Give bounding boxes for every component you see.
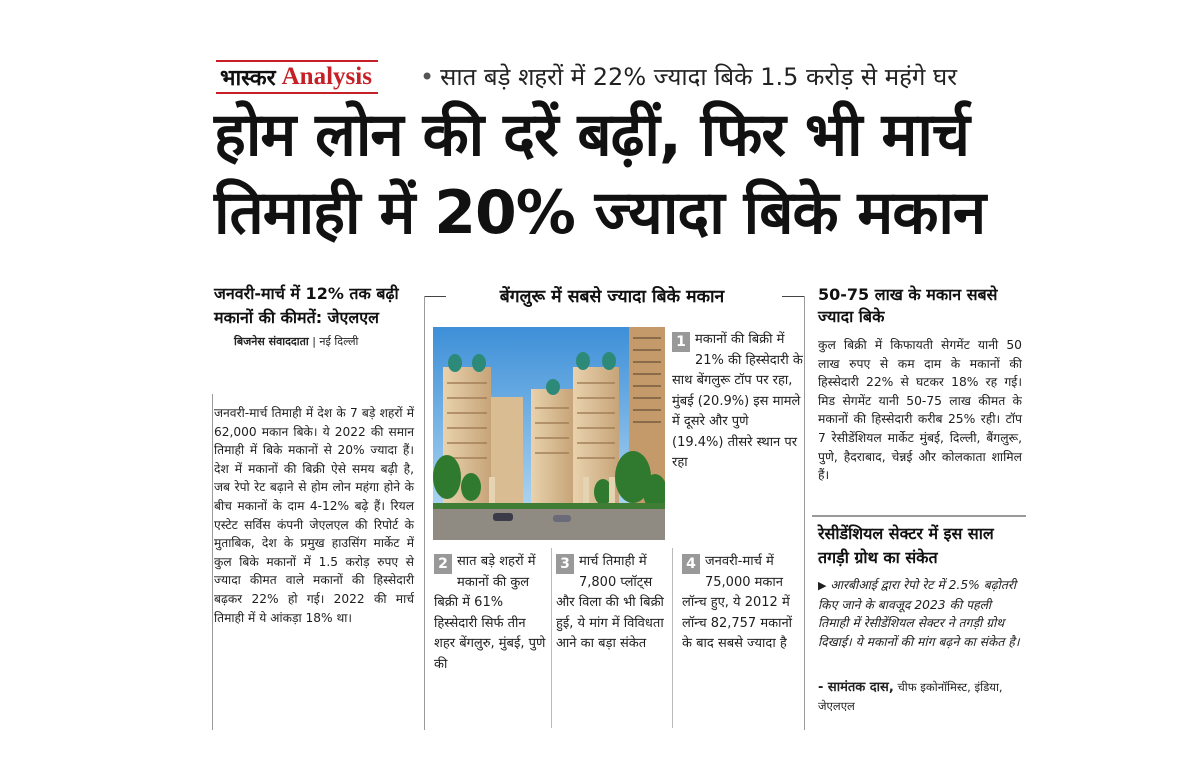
point-1 (672, 330, 804, 474)
point-4 (682, 552, 798, 655)
right-body: कुल बिक्री में किफायती सेगमेंट यानी 50 लाख रुपए से कम दाम के मकानों की हिस्सेदारी 22% से घटकर 18% रह गई। मिड सेगमेंट यानी 50-75 लाख कीमत के मकानों की हिस्सेदारी करीब 25% रही। टॉप 7 रेसीडेंशियल मार्केट मुंबई, दिल्ली, बैंगलुरू, पुणे, हैदराबाद, चेन्नई और कोलकाता शामिल हैं। (818, 338, 1022, 483)
points-divider-2 (672, 548, 673, 728)
headline (214, 96, 1030, 252)
point-number-3: 3 (556, 554, 574, 574)
left-body: जनवरी-मार्च तिमाही में देश के 7 बड़े शहरों में 62,000 मकान बिके। ये 2022 की समान तिमाही में बिके मकानों से 20% ज्यादा हैं। देश में मकानों की बिक्री ऐसे समय बढ़ी है, जब रेपो रेट बढ़ाने से होम लोन महंगा होने के बीच मकानों के दाम 4-12% बढ़े हैं। रियल एस्टेट सर्विस कंपनी जेएलएल की रिपोर्ट के मुताबिक, देश के प्रमुख हाउसिंग मार्केट में कुल बिके मकानों में 1.5 करोड़ रुपए से ज्यादा कीमत वाले मकानों की हिस्सेदारी बढ़कर 22% हो गई। 2022 की मार्च तिमाही में ये आंकड़ा 18% था। (214, 406, 414, 625)
kicker-text: सात बड़े शहरों में 22% ज्यादा बिके 1.5 करोड़ से महंगे घर (440, 63, 958, 91)
right-divider (812, 515, 1026, 517)
point-text-3: मार्च तिमाही में 7,800 प्लॉट्स और विला की भी बिक्री हुई, ये मांग में विविधता आने का बड़ा संकेत (556, 554, 664, 651)
points-divider-1 (551, 548, 552, 728)
middle-border-left (424, 296, 425, 730)
byline-reporter: बिजनेस संवाददाता (234, 335, 309, 348)
quote-attribution (818, 678, 1022, 715)
expert-quote (818, 576, 1022, 651)
building-illustration (433, 327, 665, 540)
quote-mark-icon: ▶ (818, 579, 827, 592)
point-text-2: सात बड़े शहरों में मकानों की कुल बिक्री में 61% हिस्सेदारी सिर्फ तीन शहर बेंगलुरु, मुंबई, पुणे की (434, 554, 546, 672)
brand-bhaskar: भास्कर (220, 66, 276, 91)
headline-line-1: होम लोन की दरें बढ़ीं, फिर भी मार्च (214, 100, 969, 170)
headline-line-2: तिमाही में 20% ज्यादा बिके मकान (214, 178, 986, 248)
left-column-header (214, 282, 414, 349)
point-number-4: 4 (682, 554, 700, 574)
point-number-2: 2 (434, 554, 452, 574)
point-number-1: 1 (672, 332, 690, 352)
attribution-name: - सामंतक दास, (818, 680, 894, 695)
point-text-1: मकानों की बिक्री में 21% की हिस्सेदारी के साथ बेंगलुरू टॉप पर रहा, मुंबई (20.9%) इस मामले में दूसरे और पुणे (19.4%) तीसरे स्थान पर रहा (672, 332, 803, 470)
kicker (420, 60, 957, 93)
quote-text: आरबीआई द्वारा रेपो रेट में 2.5% बढ़ोतरी किए जाने के बावजूद 2023 की पहली तिमाही में रेसीडेंशियल सेक्टर ने तगड़ी ग्रोथ दिखाई। ये मकानों की मांग बढ़ने का संकेत है। (818, 578, 1020, 649)
middle-title: बेंगलुरू में सबसे ज्यादा बिके मकान (499, 287, 725, 307)
apartment-complex-photo (433, 327, 665, 540)
left-column-border (212, 394, 213, 730)
middle-border-right (804, 296, 805, 730)
byline-separator: | (312, 335, 320, 348)
byline (234, 334, 414, 349)
brand-tag (216, 60, 378, 94)
brand-analysis: Analysis (281, 63, 372, 90)
point-text-4: जनवरी-मार्च में 75,000 मकान लॉन्च हुए, ये 2012 में लॉन्च 82,757 मकानों के बाद सबसे ज्यादा है (682, 554, 793, 651)
right-subheadline-2: रेसीडेंशियल सेक्टर में इस साल तगड़ी ग्रोथ का संकेत (818, 524, 994, 567)
attribution-role: चीफ इकोनॉमिस्ट, इंडिया, जेएलएल (818, 680, 1003, 713)
right-subheadline: 50-75 लाख के मकान सबसे ज्यादा बिके (818, 285, 998, 326)
bullet-icon: • (420, 63, 435, 91)
point-2 (434, 552, 550, 675)
byline-city: नई दिल्ली (319, 335, 359, 348)
left-subheadline: जनवरी-मार्च में 12% तक बढ़ी मकानों की कीमतें: जेएलएल (214, 284, 399, 327)
point-3 (556, 552, 666, 655)
